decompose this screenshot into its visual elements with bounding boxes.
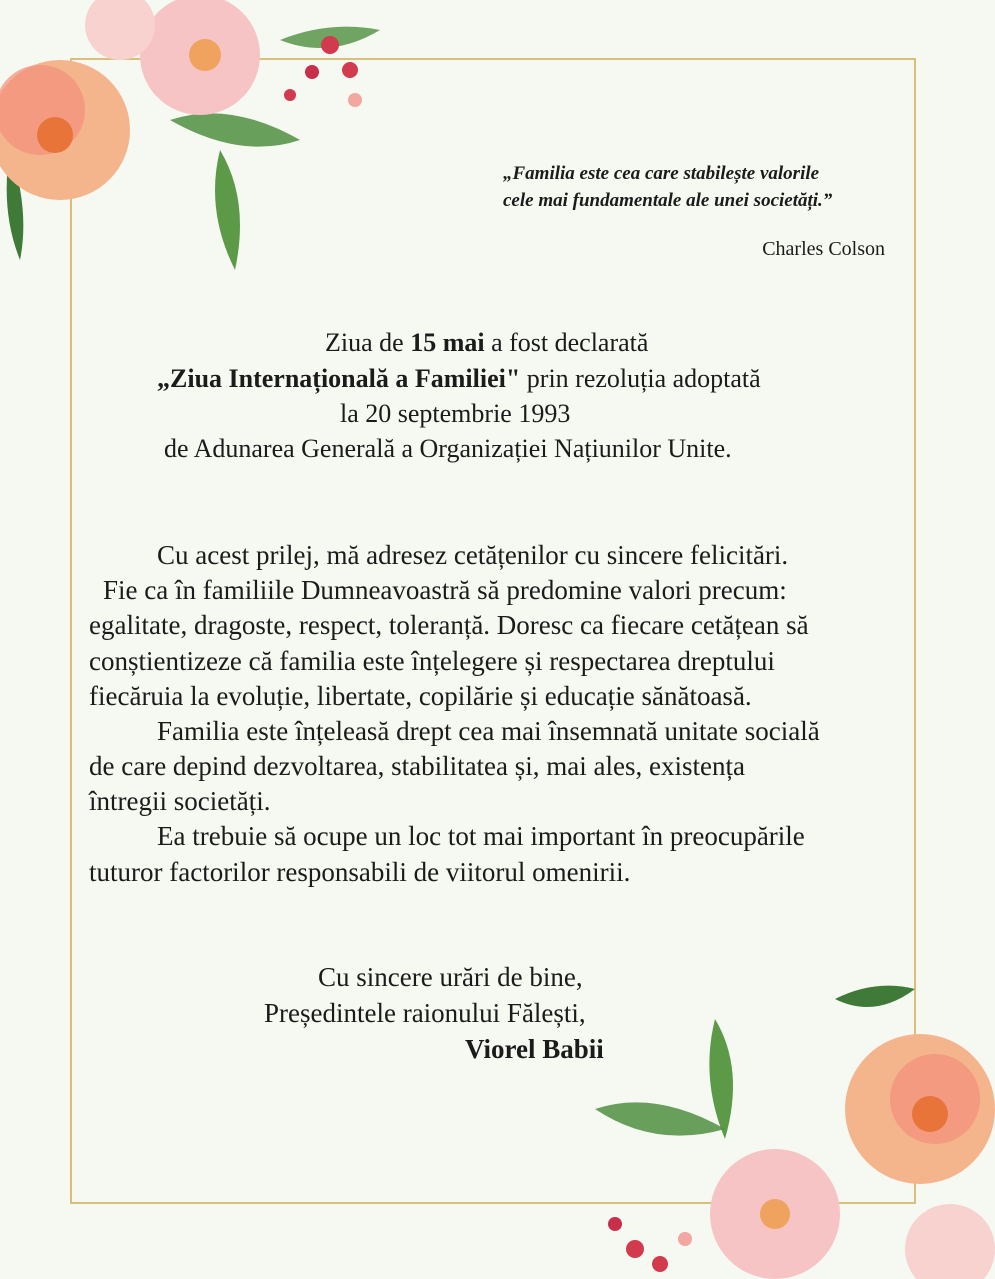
body-line: egalitate, dragoste, respect, toleranță. Doresc ca fiecare cetățean să: [89, 610, 809, 640]
floral-decoration-bottom-right: [575, 979, 995, 1279]
announcement-line-4: de Adunarea Generală a Organizației Națiunilor Unite.: [164, 434, 732, 463]
body-line: Fie ca în familiile Dumneavoastră să predomine valori precum:: [103, 575, 787, 605]
resolution-text: prin rezoluția adoptată: [520, 364, 761, 393]
announcement-line-1: [325, 328, 648, 358]
signature-title: Președintele raionului Fălești,: [264, 998, 586, 1028]
epigraph-quote: [503, 160, 923, 214]
announcement-line-3: la 20 septembrie 1993: [340, 399, 571, 428]
holiday-name: „Ziua Internațională a Familiei": [157, 364, 521, 393]
body-line: tuturor factorilor responsabili de viitorul omenirii.: [89, 857, 631, 887]
body-line: întregii societăți.: [89, 786, 271, 816]
quote-author: Charles Colson: [762, 238, 885, 260]
floral-decoration-top-left: [0, 0, 420, 300]
quote-line-1: „Familia este cea care stabilește valorile: [503, 163, 820, 184]
body-line: Ea trebuie să ocupe un loc tot mai important în preocupările: [157, 821, 805, 851]
announcement-date: 15 mai: [410, 328, 485, 357]
announcement-line-2: [157, 364, 761, 394]
body-line: de care depind dezvoltarea, stabilitatea și, mai ales, existența: [89, 751, 745, 781]
announcement-suffix: a fost declarată: [484, 328, 649, 357]
signature-greeting: Cu sincere urări de bine,: [318, 962, 583, 992]
body-line: fiecăruia la evoluție, libertate, copilărie și educație sănătoasă.: [89, 681, 752, 711]
body-line: conștientizeze că familia este înțelegere și respectarea dreptului: [89, 646, 775, 676]
quote-line-2: cele mai fundamentale ale unei societăți.”: [503, 190, 833, 211]
signature-name: Viorel Babii: [465, 1034, 604, 1064]
body-line: Cu acest prilej, mă adresez cetățenilor cu sincere felicitări.: [157, 540, 789, 570]
body-line: Familia este înțeleasă drept cea mai însemnată unitate socială: [157, 716, 820, 746]
announcement-prefix: Ziua de: [325, 328, 411, 357]
